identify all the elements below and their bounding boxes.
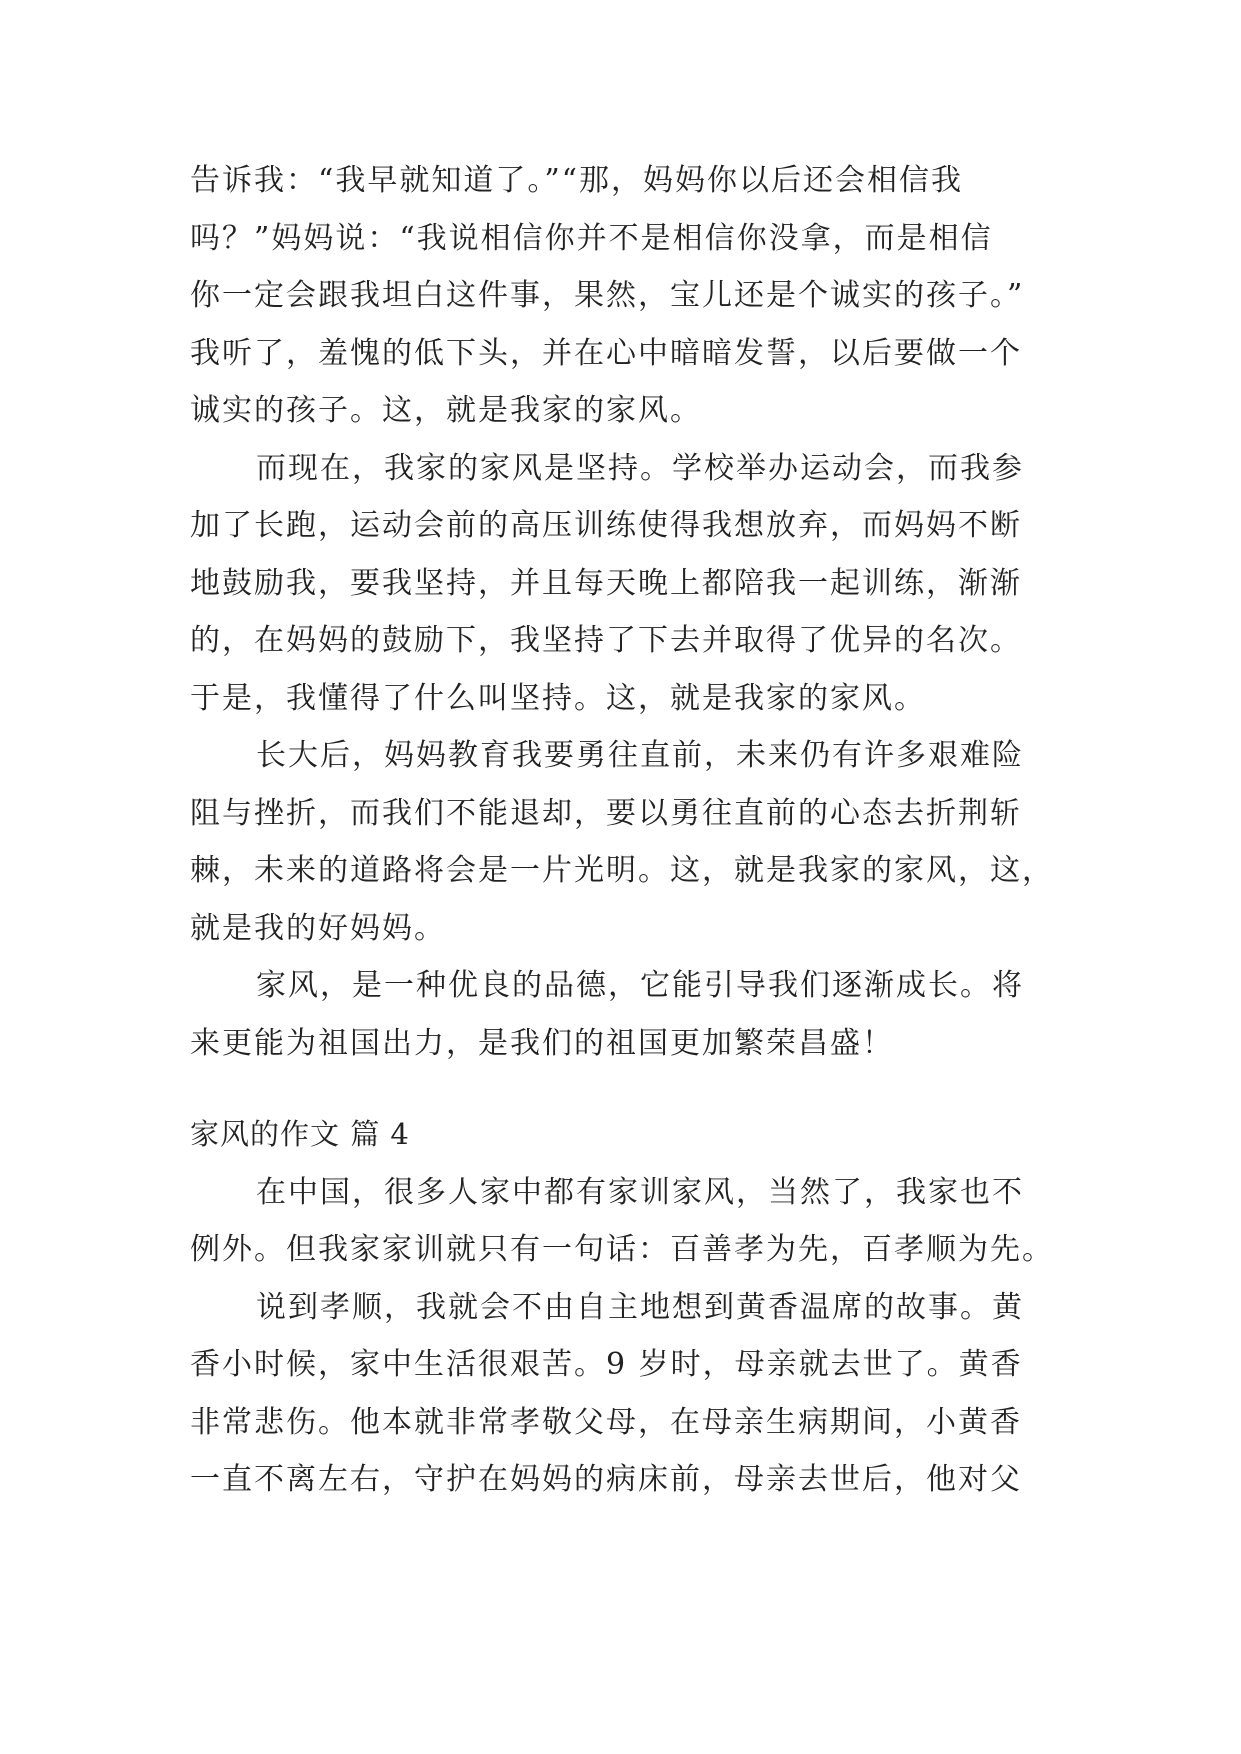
text-line: 棘，未来的道路将会是一片光明。这，就是我家的家风，这， [190,853,1054,888]
text-line: 长大后，妈妈教育我要勇往直前，未来仍有许多艰难险 [256,738,1024,773]
text-line: 告诉我：“我早就知道了。”“那，妈妈你以后还会相信我 [190,163,964,198]
text-line: 诚实的孩子。这，就是我家的家风。 [190,393,702,428]
text-line: 于是，我懂得了什么叫坚持。这，就是我家的家风。 [190,680,926,716]
paragraph [190,440,1050,728]
text-line: 一直不离左右，守护在妈妈的病床前，母亲去世后，他对父 [190,1462,1022,1497]
text-line: 的，在妈妈的鼓励下，我坚持了下去并取得了优异的名次。 [190,623,1022,658]
text-line: 阻与挫折，而我们不能退却，要以勇往直前的心态去折荆斩 [190,795,1022,831]
paragraph [190,152,1050,440]
text-line: 香小时候，家中生活很艰苦。9 岁时，母亲就去世了。黄香 [190,1347,1023,1382]
text-line: 加了长跑，运动会前的高压训练使得我想放弃，而妈妈不断 [190,508,1022,543]
text-line: 说到孝顺，我就会不由自主地想到黄香温席的故事。黄 [256,1289,1024,1325]
text-line: 就是我的好妈妈。 [190,910,446,946]
text-line: 而现在，我家的家风是坚持。学校举办运动会，而我参 [256,450,1024,486]
paragraph [190,1279,1050,1509]
text-line: 来更能为祖国出力，是我们的祖国更加繁荣昌盛！ [190,1025,894,1061]
text-line: 在中国，很多人家中都有家训家风，当然了，我家也不 [256,1174,1024,1210]
paragraph [190,957,1050,1072]
section-heading: 家风的作文 篇 4 [190,1117,410,1151]
text-line: 非常悲伤。他本就非常孝敬父母，在母亲生病期间，小黄香 [190,1404,1022,1440]
text-line: 吗？”妈妈说：“我说相信你并不是相信你没拿，而是相信 [190,220,993,256]
text-line: 例外。但我家家训就只有一句话：百善孝为先，百孝顺为先。 [190,1232,1054,1267]
text-line: 家风，是一种优良的品德，它能引导我们逐渐成长。将 [256,968,1024,1003]
paragraph [190,1164,1054,1279]
text-line: 我听了，羞愧的低下头，并在心中暗暗发誓，以后要做一个 [190,335,1022,371]
paragraph [190,727,1054,957]
document-body [190,152,1054,1509]
text-line: 你一定会跟我坦白这件事，果然，宝儿还是个诚实的孩子。” [190,278,1025,313]
text-line: 地鼓励我，要我坚持，并且每天晚上都陪我一起训练，渐渐 [190,565,1022,601]
